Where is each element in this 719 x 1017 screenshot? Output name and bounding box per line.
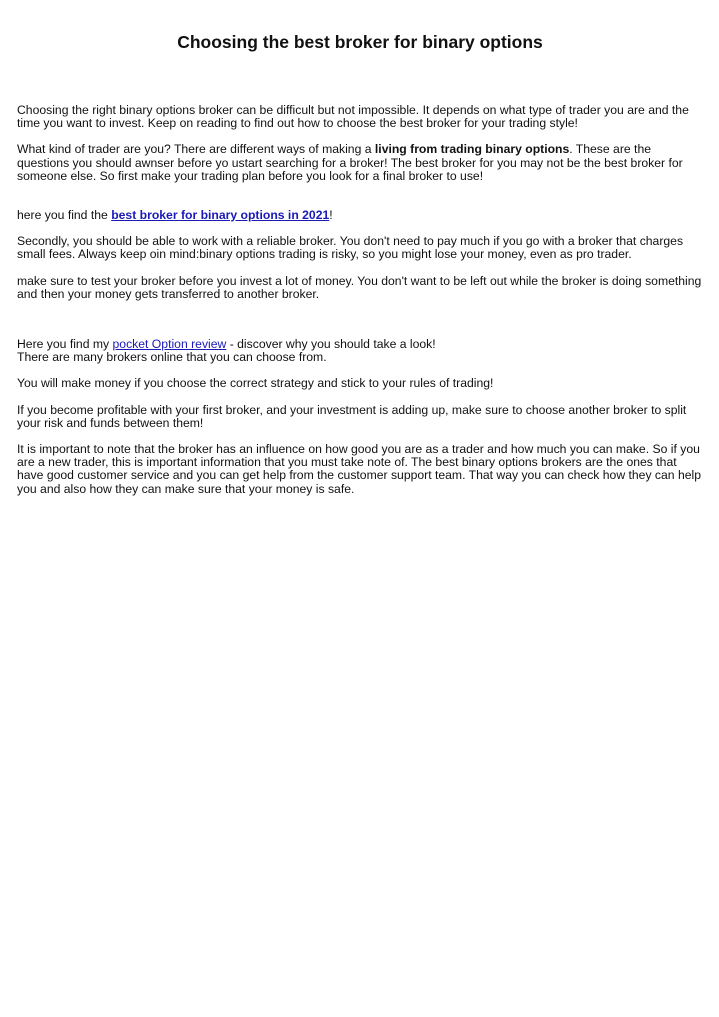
paragraph-intro bbox=[17, 104, 703, 130]
paragraph-split-risk bbox=[17, 404, 703, 430]
paragraph-reliable-broker bbox=[17, 235, 703, 261]
paragraph-trader-type-text-2: . These are the questions you should awnser before yo ustart searching for a broker! The best broker for you may not be the best broker for someone else. So first make your trading plan before you look for a final broker to use! bbox=[17, 142, 683, 183]
paragraph-many-brokers-text: There are many brokers online that you can choose from. bbox=[17, 350, 327, 365]
paragraph-best-broker-text-2: ! bbox=[329, 208, 333, 223]
paragraph-pocket-option bbox=[17, 338, 703, 364]
paragraph-test-broker bbox=[17, 275, 703, 301]
article-body bbox=[17, 104, 703, 496]
paragraph-test-broker-text: make sure to test your broker before you invest a lot of money. You don't want to be left out while the broker is doing something and then your money gets transferred to another broker. bbox=[17, 273, 702, 301]
paragraph-intro-text: Choosing the right binary options broker can be difficult but not impossible. It depends on what type of trader you are and the time you want to invest. Keep on reading to find out how to choose the best broker for your trading style! bbox=[17, 103, 689, 131]
page-title: Choosing the best broker for binary options bbox=[177, 32, 543, 52]
pocket-option-review-link[interactable]: pocket Option review bbox=[112, 337, 227, 352]
paragraph-broker-influence-text: It is important to note that the broker has an influence on how good you are as a trader and how much you can make. So if you are a new trader, this is important information that you must take note of. The best binary options brokers are the ones that have good customer service and you can get help from the customer support team. That way you can check how they can help you and also how they can make sure that your money is safe. bbox=[17, 442, 702, 496]
paragraph-best-broker-text-1: here you find the bbox=[17, 208, 112, 223]
living-from-trading-bold: living from trading binary options bbox=[374, 142, 570, 157]
paragraph-pocket-option-text-2: - discover why you should take a look! bbox=[226, 337, 436, 352]
paragraph-trader-type bbox=[17, 143, 703, 183]
paragraph-reliable-broker-text: Secondly, you should be able to work with a reliable broker. You don't need to pay much if you go with a broker that charges small fees. Always keep oin mind:binary options trading is risky, so you might lose your money, even as pro trader. bbox=[17, 234, 684, 262]
best-broker-link[interactable]: best broker for binary options in 2021 bbox=[111, 208, 330, 223]
paragraph-make-money bbox=[17, 377, 703, 390]
paragraph-broker-influence bbox=[17, 443, 703, 496]
paragraph-split-risk-text: If you become profitable with your first broker, and your investment is adding up, make sure to choose another broker to split your risk and funds between them! bbox=[17, 402, 687, 430]
paragraph-best-broker-link bbox=[17, 209, 703, 222]
paragraph-trader-type-text-1: What kind of trader are you? There are different ways of making a bbox=[17, 142, 375, 157]
paragraph-pocket-option-text-1: Here you find my bbox=[17, 337, 113, 352]
paragraph-make-money-text: You will make money if you choose the correct strategy and stick to your rules of trading! bbox=[17, 376, 494, 391]
